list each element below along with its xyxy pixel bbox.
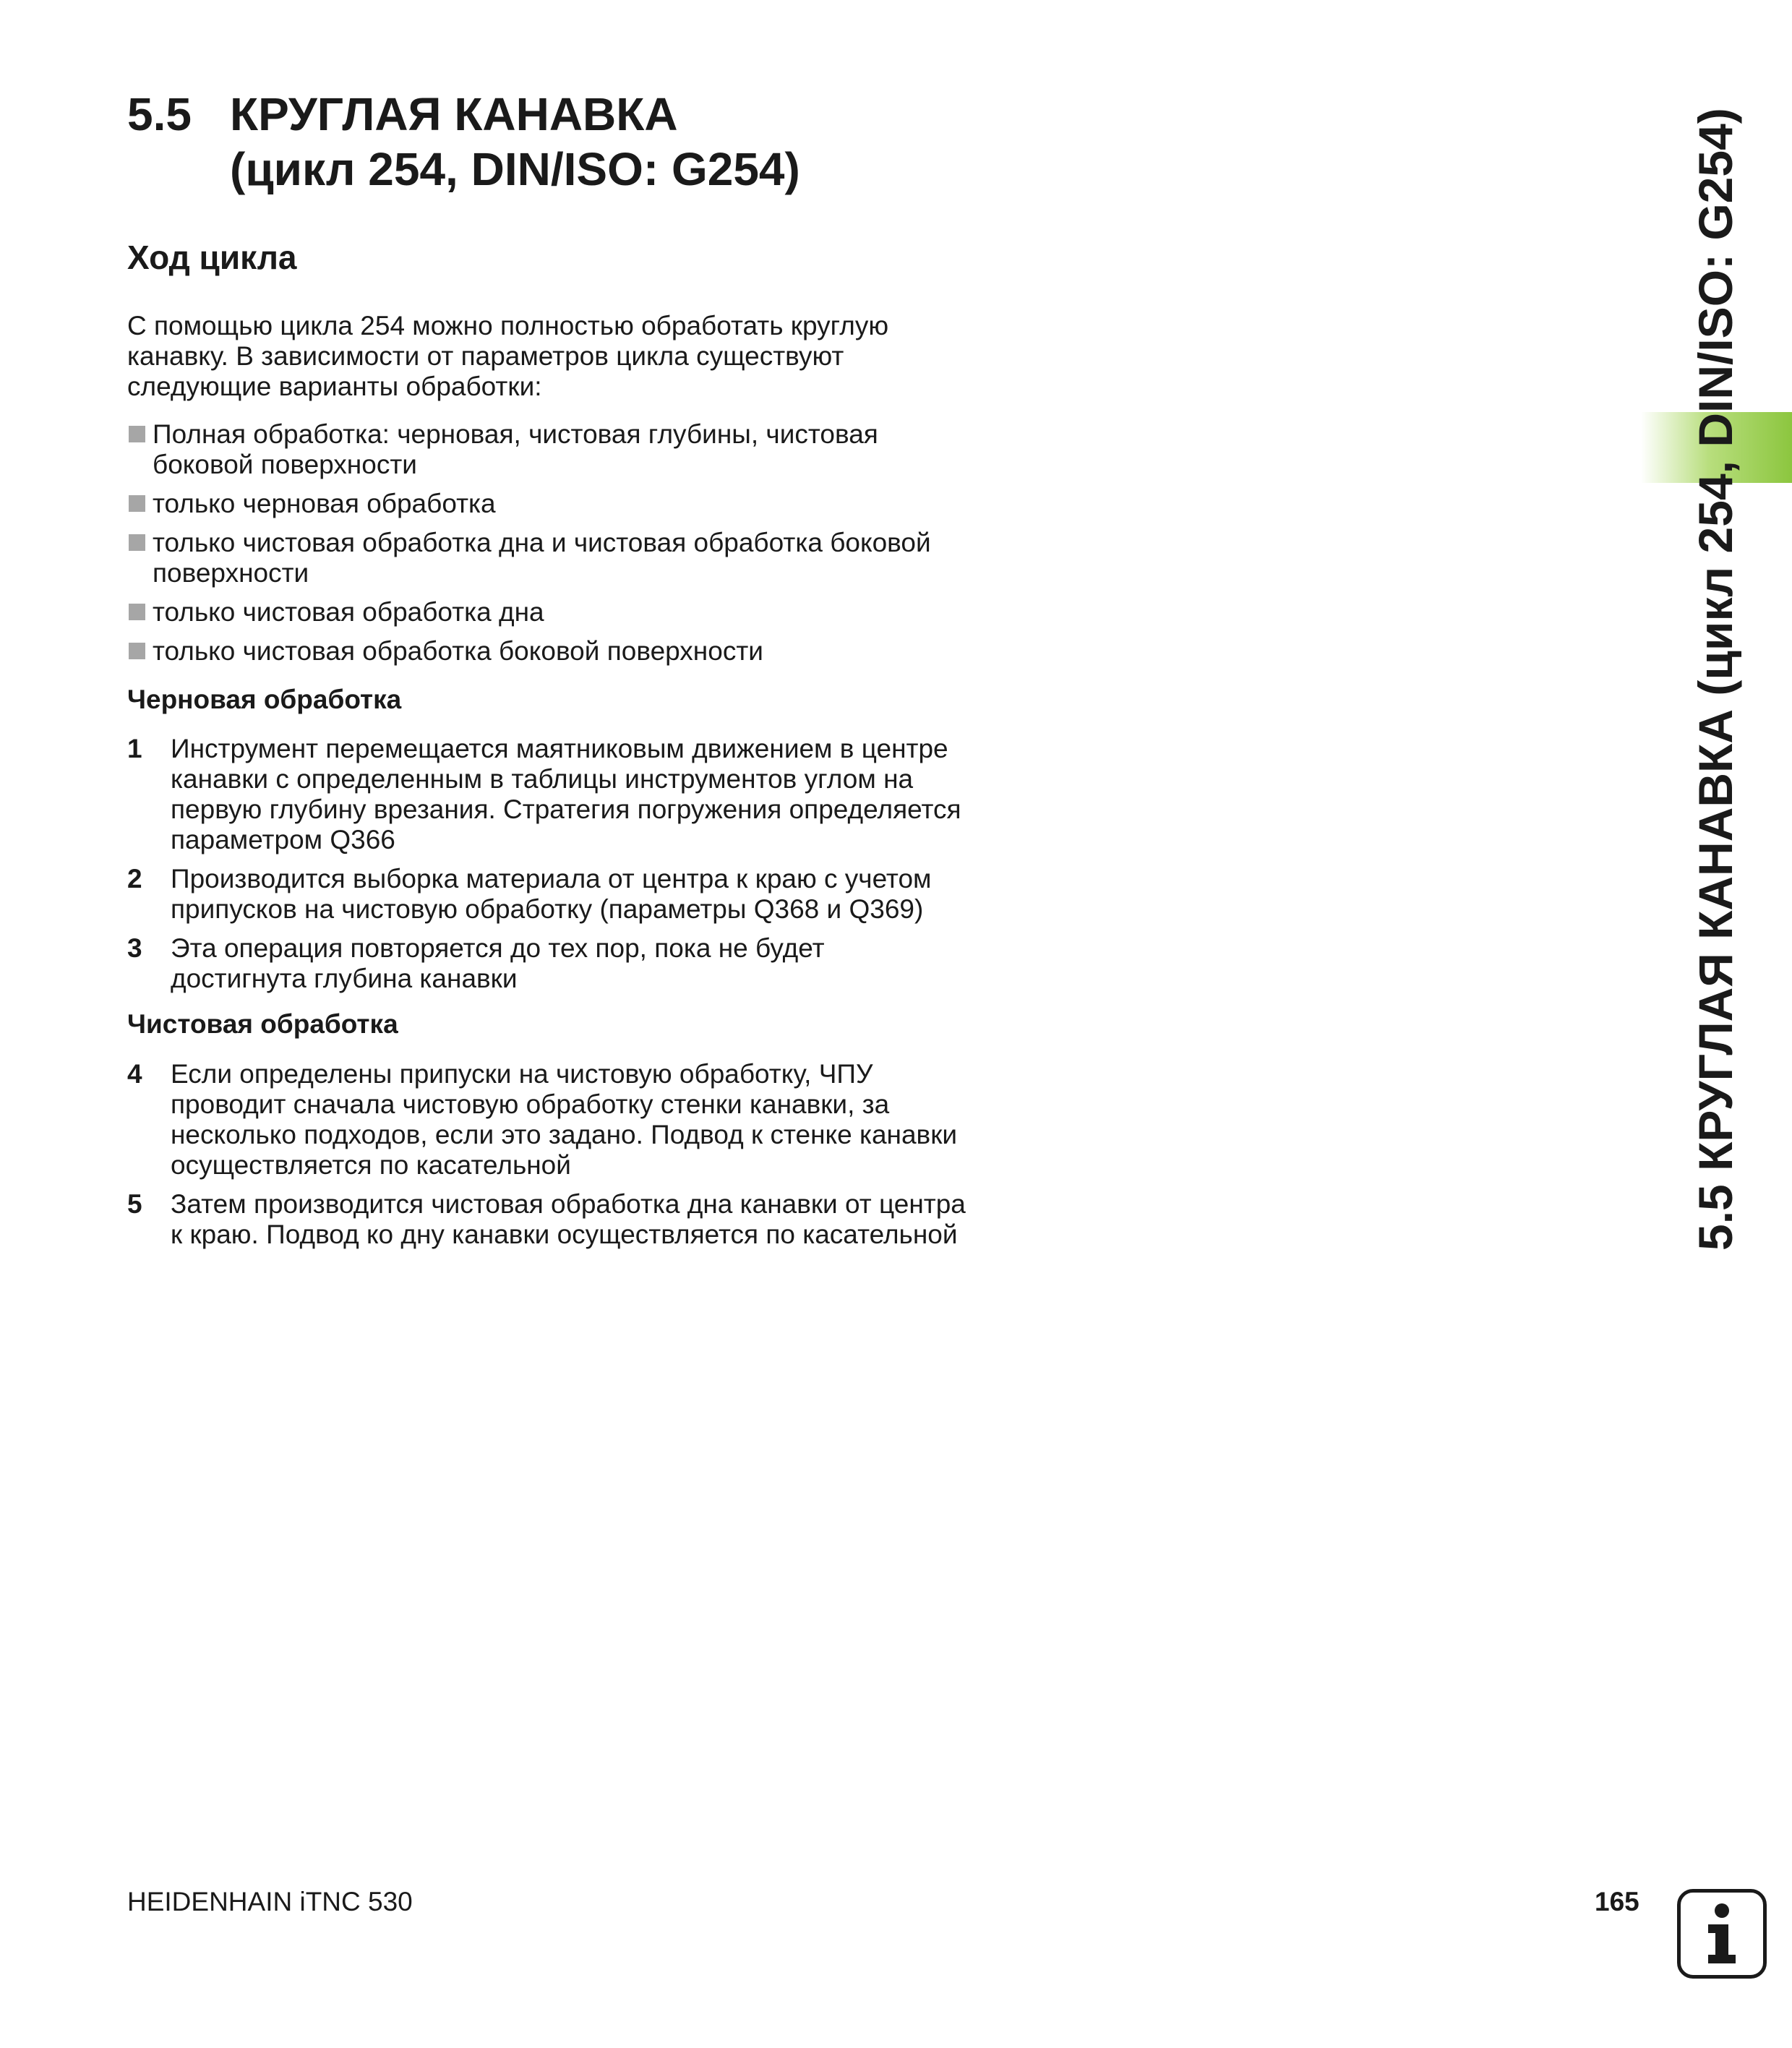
step-text: Эта операция повторяется до тех пор, пока не будет достигнута глубина канавки [171, 933, 825, 993]
step-number: 3 [127, 933, 142, 963]
list-item-text: только чистовая обработка дна и чистовая обработка боковой поверхности [153, 528, 931, 588]
step-item [127, 734, 966, 855]
step-text: Производится выборка материала от центра к краю с учетом припусков на чистовую обработку (параметры Q368 и Q369) [171, 864, 932, 924]
finish-machining-heading: Чистовая обработка [127, 1009, 398, 1039]
section-heading: Ход цикла [127, 239, 297, 276]
list-item-text: Полная обработка: черновая, чистовая глубины, чистовая боковой поверхности [153, 419, 878, 479]
step-item [127, 1189, 966, 1250]
bullet-square-icon [129, 604, 145, 620]
page-number: 165 [1595, 1887, 1639, 1916]
section-number: 5.5 [127, 88, 192, 140]
footer-product-name: HEIDENHAIN iTNC 530 [127, 1887, 413, 1916]
intro-paragraph: С помощью цикла 254 можно полностью обработать круглую канавку. В зависимости от параметров цикла существуют следующие варианты обработки: [127, 311, 889, 401]
list-item-text: только чистовая обработка дна [153, 597, 544, 627]
bullet-square-icon [129, 426, 145, 442]
side-running-title: 5.5 КРУГЛАЯ КАНАВКА (цикл 254, DIN/ISO: G254) [1689, 108, 1742, 1251]
step-number: 1 [127, 734, 142, 763]
list-item [127, 489, 966, 519]
step-text: Инструмент перемещается маятниковым движением в центре канавки с определенным в таблицы инструментов углом на первую глубину врезания. Стратегия погружения определяется параметром Q366 [171, 734, 961, 854]
title-line-1: КРУГЛАЯ КАНАВКА [230, 88, 678, 140]
step-text: Если определены припуски на чистовую обработку, ЧПУ проводит сначала чистовую обработку стенки канавки, за несколько подходов, если это задано. Подвод к стенке канавки осуществляется по касательной [171, 1059, 958, 1180]
step-number: 5 [127, 1189, 142, 1219]
page-title [127, 87, 800, 197]
list-item [127, 528, 966, 588]
bullet-square-icon [129, 643, 145, 659]
list-item [127, 636, 966, 667]
list-item [127, 419, 966, 480]
rough-steps-list [127, 734, 966, 1003]
finish-steps-list [127, 1059, 966, 1259]
bullet-square-icon [129, 534, 145, 551]
info-icon [1677, 1889, 1767, 1979]
step-number: 4 [127, 1059, 142, 1089]
side-title-container [1684, 94, 1746, 1251]
rough-machining-heading: Черновая обработка [127, 685, 402, 714]
list-item-text: только черновая обработка [153, 489, 496, 518]
list-item-text: только чистовая обработка боковой поверхности [153, 636, 763, 666]
title-line-2: (цикл 254, DIN/ISO: G254) [230, 143, 800, 195]
info-glyph [1681, 1893, 1763, 1975]
bullet-square-icon [129, 495, 145, 512]
step-item [127, 933, 966, 994]
step-item [127, 1059, 966, 1181]
step-item [127, 864, 966, 925]
step-number: 2 [127, 864, 142, 894]
list-item [127, 597, 966, 627]
step-text: Затем производится чистовая обработка дна канавки от центра к краю. Подвод ко дну канавки осуществляется по касательной [171, 1189, 966, 1249]
variant-list [127, 419, 966, 675]
